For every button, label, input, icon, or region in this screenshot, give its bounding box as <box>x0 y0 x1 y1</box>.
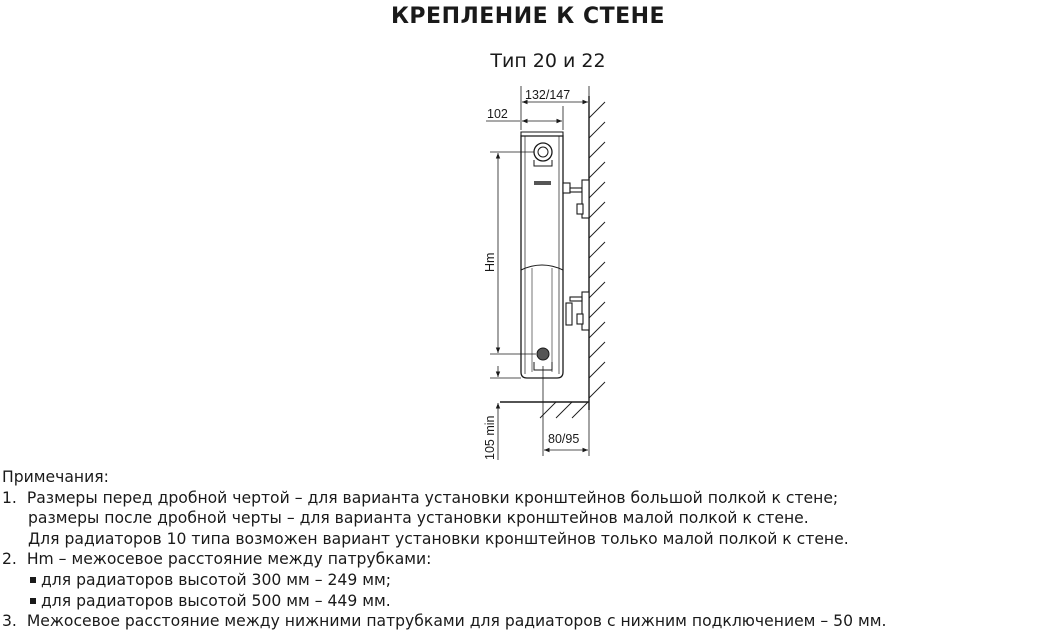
notes-section <box>2 467 1056 632</box>
note-1-line-1: Размеры перед дробной чертой – для варианта установки кронштейнов большой полкой к стене; <box>26 488 839 507</box>
note-1-number: 1. <box>2 488 17 507</box>
dim-label-top: 132/147 <box>525 88 571 102</box>
floor <box>500 402 589 418</box>
dimension-floor-clearance <box>483 366 521 460</box>
dim-label-left: 102 <box>487 107 508 121</box>
dimension-radiator-depth <box>486 106 563 130</box>
note-1-line-3: Для радиаторов 10 типа возможен вариант установки кронштейнов только малой полкой к стене. <box>28 529 849 548</box>
note-2-bullet-1-text: для радиаторов высотой 300 мм – 249 мм; <box>41 570 392 589</box>
note-1 <box>2 488 1056 509</box>
note-3-line-1: Межосевое расстояние между нижними патрубками для радиаторов с нижним подключением – 50 мм. <box>26 612 887 631</box>
upper-bracket <box>563 180 589 218</box>
bullet-icon <box>30 577 36 583</box>
note-2-bullet-1 <box>2 570 1056 591</box>
note-1-line-2: размеры после дробной черты – для варианта установки кронштейнов малой полкой к стене. <box>28 509 809 528</box>
dim-label-105min: 105 min <box>483 415 497 460</box>
lower-bracket <box>566 292 589 330</box>
wall-hatching <box>589 102 605 398</box>
page-subtitle: Тип 20 и 22 <box>490 50 606 72</box>
dimension-bracket-offset <box>543 366 589 456</box>
note-2-line-1: Hm – межосевое расстояние между патрубками: <box>26 550 432 569</box>
dim-label-bracket: 80/95 <box>548 432 580 446</box>
dim-label-hm: Hm <box>483 252 497 272</box>
note-2-bullet-2-text: для радиаторов высотой 500 мм – 449 мм. <box>41 591 391 610</box>
note-2-bullet-2 <box>2 591 1056 612</box>
brand-logo <box>534 181 551 185</box>
wall <box>589 96 605 410</box>
notes-heading: Примечания: <box>2 468 109 486</box>
floor-hatching <box>540 402 588 418</box>
dimension-overall-depth <box>521 86 589 130</box>
page-title: КРЕПЛЕНИЕ К СТЕНЕ <box>390 4 666 29</box>
radiator <box>521 132 563 378</box>
note-3 <box>2 611 1056 632</box>
bullet-icon <box>30 598 36 604</box>
note-3-number: 3. <box>2 612 17 631</box>
note-2 <box>2 549 1056 570</box>
note-2-number: 2. <box>2 550 17 569</box>
